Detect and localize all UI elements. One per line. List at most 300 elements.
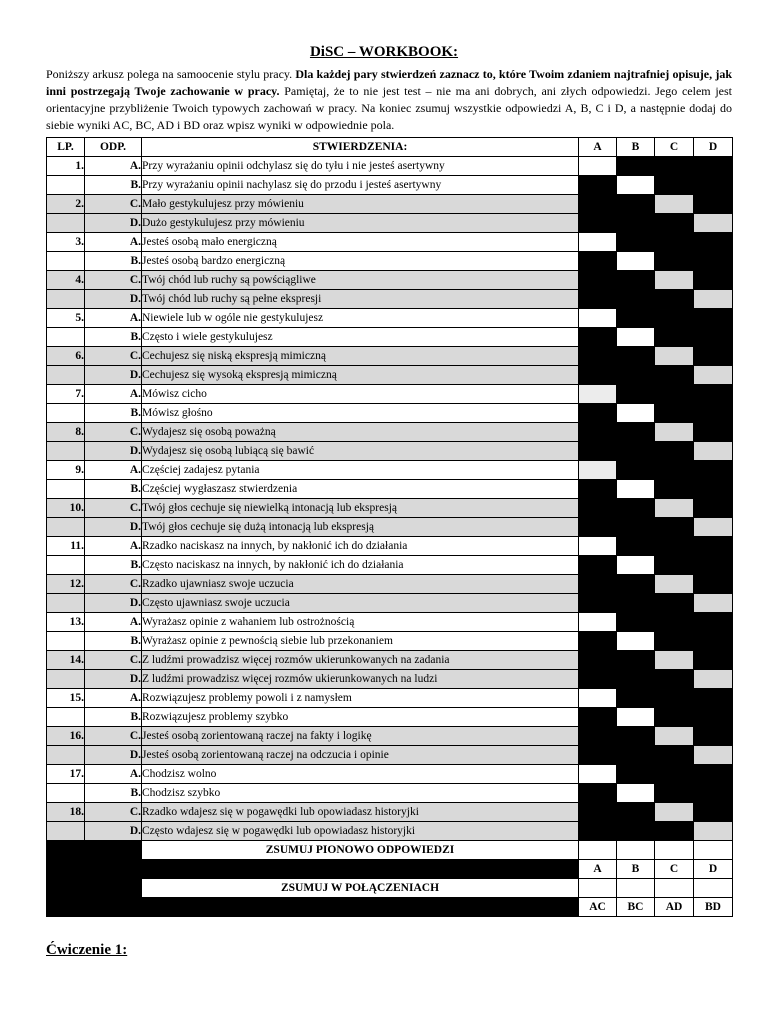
- row-answer-letter: C.: [85, 423, 142, 442]
- blocked-cell-d: [694, 708, 733, 727]
- sum-letter-c: C: [655, 860, 694, 879]
- row-statement: Mało gestykulujesz przy mówieniu: [142, 195, 579, 214]
- table-row: [47, 252, 733, 271]
- answer-box-c[interactable]: [655, 803, 694, 822]
- blocked-cell-b: [617, 442, 655, 461]
- blocked-cell-b: [617, 157, 655, 176]
- combo-letters-spacer: [142, 898, 579, 917]
- answer-box-d[interactable]: [694, 366, 733, 385]
- blocked-cell-a: [579, 708, 617, 727]
- row-answer-letter: C.: [85, 803, 142, 822]
- row-answer-letter: C.: [85, 727, 142, 746]
- header-a: A: [579, 138, 617, 157]
- blocked-cell-c: [655, 214, 694, 233]
- blocked-cell-d: [694, 727, 733, 746]
- answer-box-d[interactable]: [694, 594, 733, 613]
- blocked-cell-a: [579, 651, 617, 670]
- row-number: [47, 480, 85, 499]
- sum-box-a[interactable]: [579, 841, 617, 860]
- table-row: [47, 822, 733, 841]
- row-answer-letter: B.: [85, 404, 142, 423]
- blocked-cell-d: [694, 309, 733, 328]
- row-statement: Często wdajesz się w pogawędki lub opowiadasz historyjki: [142, 822, 579, 841]
- blocked-cell-d: [694, 803, 733, 822]
- exercise-title: Ćwiczenie 1:: [46, 942, 128, 958]
- row-number: [47, 594, 85, 613]
- row-answer-letter: D.: [85, 594, 142, 613]
- table-row: [47, 594, 733, 613]
- blocked-cell-b: [617, 537, 655, 556]
- table-row: [47, 499, 733, 518]
- answer-box-a[interactable]: [579, 537, 617, 556]
- row-answer-letter: B.: [85, 632, 142, 651]
- blocked-cell-c: [655, 442, 694, 461]
- combo-letter-bc: BC: [617, 898, 655, 917]
- sum-vertical-row: [47, 841, 733, 860]
- row-answer-letter: D.: [85, 746, 142, 765]
- table-row: [47, 670, 733, 689]
- sum-combined-row: [47, 879, 733, 898]
- combo-box-ad[interactable]: [655, 879, 694, 898]
- answer-box-b[interactable]: [617, 176, 655, 195]
- answer-box-a[interactable]: [579, 309, 617, 328]
- row-number: 6.: [47, 347, 85, 366]
- blocked-cell-c: [655, 176, 694, 195]
- blocked-cell-d: [694, 157, 733, 176]
- row-answer-letter: A.: [85, 537, 142, 556]
- row-answer-letter: D.: [85, 670, 142, 689]
- row-answer-letter: D.: [85, 290, 142, 309]
- row-statement: Z ludźmi prowadzisz więcej rozmów ukierunkowanych na ludzi: [142, 670, 579, 689]
- disc-table: [46, 137, 733, 917]
- row-number: [47, 746, 85, 765]
- row-answer-letter: C.: [85, 271, 142, 290]
- table-row: [47, 556, 733, 575]
- blocked-cell-c: [655, 689, 694, 708]
- blocked-cell-b: [617, 518, 655, 537]
- blocked-cell-b: [617, 499, 655, 518]
- blocked-cell-b: [617, 822, 655, 841]
- answer-box-d[interactable]: [694, 746, 733, 765]
- row-statement: Twój chód lub ruchy są pełne ekspresji: [142, 290, 579, 309]
- blocked-cell-b: [617, 670, 655, 689]
- combo-box-bd[interactable]: [694, 879, 733, 898]
- row-number: 17.: [47, 765, 85, 784]
- answer-box-a[interactable]: [579, 765, 617, 784]
- table-row: [47, 157, 733, 176]
- blocked-cell-b: [617, 347, 655, 366]
- blocked-cell-d: [694, 784, 733, 803]
- answer-box-a[interactable]: [579, 385, 617, 404]
- combo-letter-bd: BD: [694, 898, 733, 917]
- blocked-cell-a: [579, 195, 617, 214]
- row-statement: Wyrażasz opinie z pewnością siebie lub przekonaniem: [142, 632, 579, 651]
- row-statement: Cechujesz się niską ekspresją mimiczną: [142, 347, 579, 366]
- row-number: 18.: [47, 803, 85, 822]
- row-answer-letter: A.: [85, 385, 142, 404]
- sum-letter-a: A: [579, 860, 617, 879]
- row-answer-letter: C.: [85, 347, 142, 366]
- blocked-cell-a: [579, 366, 617, 385]
- row-number: 14.: [47, 651, 85, 670]
- blocked-cell-a: [579, 727, 617, 746]
- combo-letter-ad: AD: [655, 898, 694, 917]
- table-row: [47, 233, 733, 252]
- row-number: [47, 404, 85, 423]
- blocked-cell-a: [579, 575, 617, 594]
- answer-box-d[interactable]: [694, 290, 733, 309]
- table-row: [47, 651, 733, 670]
- row-number: 2.: [47, 195, 85, 214]
- table-row: [47, 746, 733, 765]
- blocked-cell-b: [617, 689, 655, 708]
- blocked-cell-c: [655, 157, 694, 176]
- blocked-cell-a: [579, 442, 617, 461]
- blocked-cell-b: [617, 746, 655, 765]
- blocked-cell-c: [655, 385, 694, 404]
- blocked-cell-d: [694, 499, 733, 518]
- answer-box-d[interactable]: [694, 518, 733, 537]
- row-statement: Często i wiele gestykulujesz: [142, 328, 579, 347]
- blocked-cell-c: [655, 632, 694, 651]
- row-number: 8.: [47, 423, 85, 442]
- answer-box-a[interactable]: [579, 157, 617, 176]
- intro-text-2: Pamiętaj, że to nie jest test – nie ma ani dobrych, ani złych odpowiedzi. Jego celem jest orientacyjne przybliżenie Twoich typowych zachowań w pracy. Na koniec zsumuj wszystkie odpowiedzi A, B, C i D, a następnie dodaj do siebie wyniki AC, BC, AD i BD oraz wpisz wyniki w odpowiednie pola.: [46, 84, 732, 132]
- header-c: C: [655, 138, 694, 157]
- blocked-cell-c: [655, 537, 694, 556]
- row-number: [47, 328, 85, 347]
- blocked-cell-b: [617, 214, 655, 233]
- blocked-cell-b: [617, 366, 655, 385]
- blocked-cell-b: [617, 803, 655, 822]
- answer-box-c[interactable]: [655, 575, 694, 594]
- blocked-cell-b: [617, 233, 655, 252]
- row-answer-letter: A.: [85, 157, 142, 176]
- blocked-cell-d: [694, 613, 733, 632]
- blocked-cell-b: [617, 271, 655, 290]
- blocked-cell-a: [579, 784, 617, 803]
- table-row: [47, 518, 733, 537]
- row-statement: Twój głos cechuje się dużą intonacją lub ekspresją: [142, 518, 579, 537]
- answer-box-a[interactable]: [579, 613, 617, 632]
- blocked-cell-a: [579, 480, 617, 499]
- table-row: [47, 442, 733, 461]
- blocked-cell-d: [694, 556, 733, 575]
- answer-box-d[interactable]: [694, 442, 733, 461]
- blocked-cell-b: [617, 461, 655, 480]
- row-statement: Rozwiązujesz problemy szybko: [142, 708, 579, 727]
- blocked-cell-c: [655, 252, 694, 271]
- row-answer-letter: A.: [85, 689, 142, 708]
- blocked-cell-d: [694, 537, 733, 556]
- row-statement: Jesteś osobą bardzo energiczną: [142, 252, 579, 271]
- blocked-cell-a: [579, 499, 617, 518]
- table-row: [47, 575, 733, 594]
- blocked-cell-a: [579, 347, 617, 366]
- blocked-cell-c: [655, 233, 694, 252]
- row-number: 7.: [47, 385, 85, 404]
- blocked-cell-a: [579, 518, 617, 537]
- blocked-cell-c: [655, 746, 694, 765]
- row-number: 12.: [47, 575, 85, 594]
- blocked-cell-b: [617, 765, 655, 784]
- blocked-cell-d: [694, 271, 733, 290]
- answer-box-b[interactable]: [617, 784, 655, 803]
- row-number: 15.: [47, 689, 85, 708]
- row-statement: Chodzisz szybko: [142, 784, 579, 803]
- blocked-cell-c: [655, 765, 694, 784]
- blocked-cell-a: [579, 271, 617, 290]
- blocked-cell-a: [579, 822, 617, 841]
- blocked-cell-c: [655, 556, 694, 575]
- table-row: [47, 537, 733, 556]
- row-statement: Wydajesz się osobą poważną: [142, 423, 579, 442]
- sum-vertical-label: ZSUMUJ PIONOWO ODPOWIEDZI: [142, 841, 579, 860]
- row-statement: Chodzisz wolno: [142, 765, 579, 784]
- table-row: [47, 385, 733, 404]
- answer-box-c[interactable]: [655, 499, 694, 518]
- intro-text-1: Poniższy arkusz polega na samoocenie stylu pracy.: [46, 67, 296, 81]
- answer-box-d[interactable]: [694, 670, 733, 689]
- row-number: [47, 784, 85, 803]
- row-answer-letter: A.: [85, 461, 142, 480]
- row-statement: Często ujawniasz swoje uczucia: [142, 594, 579, 613]
- blocked-cell-d: [694, 461, 733, 480]
- header-lp: LP.: [47, 138, 85, 157]
- blocked-cell-d: [694, 347, 733, 366]
- row-statement: Wydajesz się osobą lubiącą się bawić: [142, 442, 579, 461]
- blocked-cell-a: [579, 423, 617, 442]
- sum-black-block: [47, 841, 142, 917]
- row-answer-letter: A.: [85, 309, 142, 328]
- row-number: [47, 632, 85, 651]
- answer-box-b[interactable]: [617, 708, 655, 727]
- sum-letters-row: [47, 860, 733, 879]
- row-statement: Częściej wygłaszasz stwierdzenia: [142, 480, 579, 499]
- row-answer-letter: D.: [85, 366, 142, 385]
- row-number: 4.: [47, 271, 85, 290]
- blocked-cell-c: [655, 708, 694, 727]
- row-answer-letter: B.: [85, 480, 142, 499]
- document-title: DiSC – WORKBOOK:: [309, 44, 459, 60]
- table-row: [47, 328, 733, 347]
- table-row: [47, 366, 733, 385]
- table-row: [47, 309, 733, 328]
- sum-box-b[interactable]: [617, 841, 655, 860]
- blocked-cell-c: [655, 670, 694, 689]
- row-statement: Mówisz głośno: [142, 404, 579, 423]
- blocked-cell-b: [617, 613, 655, 632]
- row-number: [47, 214, 85, 233]
- row-number: [47, 518, 85, 537]
- row-answer-letter: D.: [85, 442, 142, 461]
- answer-box-d[interactable]: [694, 214, 733, 233]
- blocked-cell-c: [655, 461, 694, 480]
- blocked-cell-a: [579, 803, 617, 822]
- row-number: [47, 442, 85, 461]
- header-odp: ODP.: [85, 138, 142, 157]
- row-answer-letter: C.: [85, 195, 142, 214]
- table-row: [47, 480, 733, 499]
- row-number: [47, 366, 85, 385]
- blocked-cell-a: [579, 594, 617, 613]
- table-row: [47, 195, 733, 214]
- blocked-cell-b: [617, 651, 655, 670]
- combo-box-bc[interactable]: [617, 879, 655, 898]
- blocked-cell-c: [655, 290, 694, 309]
- blocked-cell-c: [655, 480, 694, 499]
- table-row: [47, 214, 733, 233]
- row-number: [47, 822, 85, 841]
- row-statement: Rzadko wdajesz się w pogawędki lub opowiadasz historyjki: [142, 803, 579, 822]
- table-row: [47, 765, 733, 784]
- row-number: 1.: [47, 157, 85, 176]
- blocked-cell-c: [655, 328, 694, 347]
- blocked-cell-d: [694, 689, 733, 708]
- combo-box-ac[interactable]: [579, 879, 617, 898]
- answer-box-b[interactable]: [617, 328, 655, 347]
- row-answer-letter: B.: [85, 784, 142, 803]
- row-number: 11.: [47, 537, 85, 556]
- blocked-cell-a: [579, 404, 617, 423]
- table-row: [47, 784, 733, 803]
- answer-box-b[interactable]: [617, 480, 655, 499]
- blocked-cell-c: [655, 309, 694, 328]
- row-number: 16.: [47, 727, 85, 746]
- blocked-cell-d: [694, 176, 733, 195]
- blocked-cell-a: [579, 252, 617, 271]
- table-row: [47, 803, 733, 822]
- row-number: 3.: [47, 233, 85, 252]
- row-answer-letter: B.: [85, 708, 142, 727]
- row-number: [47, 252, 85, 271]
- blocked-cell-a: [579, 328, 617, 347]
- row-statement: Rzadko ujawniasz swoje uczucia: [142, 575, 579, 594]
- row-statement: Jesteś osobą zorientowaną raczej na odczucia i opinie: [142, 746, 579, 765]
- table-row: [47, 404, 733, 423]
- row-answer-letter: A.: [85, 613, 142, 632]
- blocked-cell-b: [617, 727, 655, 746]
- row-statement: Rozwiązujesz problemy powoli i z namysłem: [142, 689, 579, 708]
- row-answer-letter: C.: [85, 651, 142, 670]
- sum-letters-spacer: [142, 860, 579, 879]
- table-row: [47, 347, 733, 366]
- answer-box-a[interactable]: [579, 461, 617, 480]
- blocked-cell-a: [579, 556, 617, 575]
- header-statements: STWIERDZENIA:: [142, 138, 579, 157]
- blocked-cell-c: [655, 594, 694, 613]
- answer-box-c[interactable]: [655, 423, 694, 442]
- row-number: [47, 176, 85, 195]
- row-number: [47, 670, 85, 689]
- answer-box-c[interactable]: [655, 347, 694, 366]
- answer-box-c[interactable]: [655, 651, 694, 670]
- row-statement: Przy wyrażaniu opinii odchylasz się do tyłu i nie jesteś asertywny: [142, 157, 579, 176]
- row-statement: Jesteś osobą zorientowaną raczej na fakty i logikę: [142, 727, 579, 746]
- blocked-cell-d: [694, 651, 733, 670]
- row-number: 9.: [47, 461, 85, 480]
- row-answer-letter: D.: [85, 214, 142, 233]
- answer-box-c[interactable]: [655, 271, 694, 290]
- row-answer-letter: B.: [85, 176, 142, 195]
- row-answer-letter: B.: [85, 556, 142, 575]
- blocked-cell-d: [694, 765, 733, 784]
- blocked-cell-d: [694, 423, 733, 442]
- table-row: [47, 727, 733, 746]
- table-header-row: [47, 138, 733, 157]
- blocked-cell-d: [694, 233, 733, 252]
- answer-box-a[interactable]: [579, 233, 617, 252]
- header-b: B: [617, 138, 655, 157]
- header-d: D: [694, 138, 733, 157]
- row-statement: Mówisz cicho: [142, 385, 579, 404]
- table-row: [47, 613, 733, 632]
- blocked-cell-c: [655, 822, 694, 841]
- row-statement: Rzadko naciskasz na innych, by nakłonić ich do działania: [142, 537, 579, 556]
- row-answer-letter: C.: [85, 575, 142, 594]
- answer-box-b[interactable]: [617, 252, 655, 271]
- row-statement: Twój głos cechuje się niewielką intonacją lub ekspresją: [142, 499, 579, 518]
- row-statement: Dużo gestykulujesz przy mówieniu: [142, 214, 579, 233]
- table-row: [47, 461, 733, 480]
- row-number: 5.: [47, 309, 85, 328]
- row-statement: Jesteś osobą mało energiczną: [142, 233, 579, 252]
- table-row: [47, 423, 733, 442]
- blocked-cell-b: [617, 309, 655, 328]
- answer-box-c[interactable]: [655, 727, 694, 746]
- answer-box-b[interactable]: [617, 632, 655, 651]
- blocked-cell-d: [694, 195, 733, 214]
- answer-box-c[interactable]: [655, 195, 694, 214]
- blocked-cell-d: [694, 252, 733, 271]
- row-number: [47, 556, 85, 575]
- row-statement: Twój chód lub ruchy są powściągliwe: [142, 271, 579, 290]
- answer-box-b[interactable]: [617, 556, 655, 575]
- blocked-cell-a: [579, 632, 617, 651]
- blocked-cell-d: [694, 404, 733, 423]
- table-row: [47, 176, 733, 195]
- sum-box-c[interactable]: [655, 841, 694, 860]
- blocked-cell-b: [617, 594, 655, 613]
- row-statement: Cechujesz się wysoką ekspresją mimiczną: [142, 366, 579, 385]
- sum-box-d[interactable]: [694, 841, 733, 860]
- blocked-cell-a: [579, 214, 617, 233]
- intro-paragraph: [46, 66, 732, 134]
- answer-box-b[interactable]: [617, 404, 655, 423]
- answer-box-a[interactable]: [579, 689, 617, 708]
- row-number: [47, 708, 85, 727]
- table-row: [47, 290, 733, 309]
- blocked-cell-c: [655, 404, 694, 423]
- answer-box-d[interactable]: [694, 822, 733, 841]
- row-statement: Często naciskasz na innych, by nakłonić ich do działania: [142, 556, 579, 575]
- blocked-cell-d: [694, 632, 733, 651]
- blocked-cell-b: [617, 290, 655, 309]
- blocked-cell-a: [579, 176, 617, 195]
- row-answer-letter: C.: [85, 499, 142, 518]
- blocked-cell-a: [579, 670, 617, 689]
- blocked-cell-c: [655, 784, 694, 803]
- blocked-cell-d: [694, 385, 733, 404]
- blocked-cell-a: [579, 746, 617, 765]
- row-answer-letter: D.: [85, 518, 142, 537]
- row-statement: Częściej zadajesz pytania: [142, 461, 579, 480]
- sum-letter-b: B: [617, 860, 655, 879]
- row-answer-letter: A.: [85, 233, 142, 252]
- row-statement: Przy wyrażaniu opinii nachylasz się do przodu i jesteś asertywny: [142, 176, 579, 195]
- table-row: [47, 632, 733, 651]
- row-number: [47, 290, 85, 309]
